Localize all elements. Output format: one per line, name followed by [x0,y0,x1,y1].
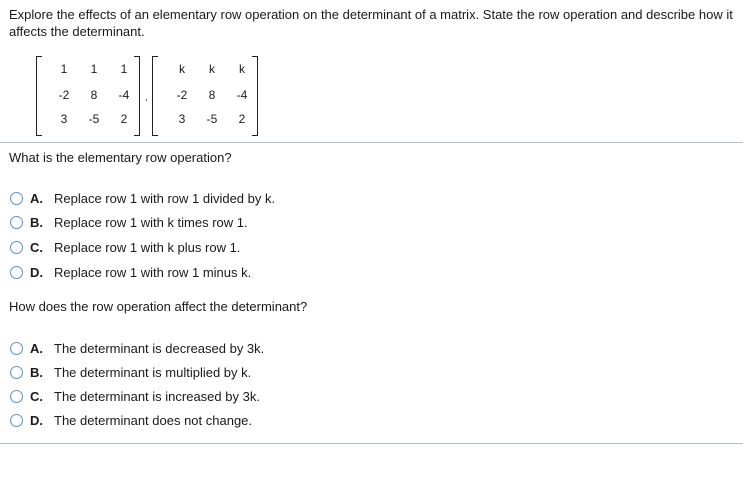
matrix-cell: -5 [206,112,218,126]
option-letter: A. [30,340,43,356]
option-text: The determinant does not change. [54,412,253,428]
matrix-cell: k [239,62,245,76]
option-letter: B. [30,364,43,380]
matrix-separator: , [145,92,148,102]
q2-option-d[interactable] [10,411,252,429]
matrix-cell: 3 [60,112,68,126]
option-text: Replace row 1 with row 1 divided by k. [54,190,276,206]
option-text: Replace row 1 with k plus row 1. [54,239,241,255]
option-text: The determinant is increased by 3k. [54,388,260,404]
matrix-cell: 1 [120,62,128,76]
matrix-cell: -2 [58,88,70,102]
q2-option-b[interactable] [10,363,251,381]
option-letter: D. [30,264,43,280]
option-letter: C. [30,239,43,255]
matrix-left-bracket [36,56,42,136]
option-letter: D. [30,412,43,428]
matrix-left-bracket [152,56,158,136]
bottom-divider [0,443,743,444]
matrix-cell: 8 [208,88,216,102]
radio-button-icon[interactable] [10,414,23,427]
matrix-cell: 2 [238,112,246,126]
option-letter: A. [30,190,43,206]
matrix-cell: -2 [176,88,188,102]
radio-button-icon[interactable] [10,192,23,205]
option-letter: B. [30,214,43,230]
matrix-cell: k [179,62,185,76]
radio-button-icon[interactable] [10,366,23,379]
matrix-cell: -5 [88,112,100,126]
matrix-cell: 1 [60,62,68,76]
radio-button-icon[interactable] [10,241,23,254]
radio-button-icon[interactable] [10,390,23,403]
matrix-cell: 8 [90,88,98,102]
question-row-operation: What is the elementary row operation? [9,150,232,165]
option-text: The determinant is decreased by 3k. [54,340,265,356]
option-text: Replace row 1 with k times row 1. [54,214,248,230]
matrix-left [36,56,140,136]
section-divider [0,142,743,143]
matrix-cell: -4 [118,88,130,102]
radio-button-icon[interactable] [10,266,23,279]
option-text: Replace row 1 with row 1 minus k. [54,264,252,280]
matrix-cell: 2 [120,112,128,126]
q1-option-c[interactable] [10,238,240,256]
matrix-right [152,56,258,136]
matrix-cell: k [209,62,215,76]
q1-option-b[interactable] [10,213,248,231]
question-determinant-effect: How does the row operation affect the determinant? [9,299,308,314]
matrix-cell: 3 [178,112,186,126]
radio-button-icon[interactable] [10,342,23,355]
matrix-cell: 1 [90,62,98,76]
radio-button-icon[interactable] [10,216,23,229]
q2-option-c[interactable] [10,387,260,405]
problem-prompt: Explore the effects of an elementary row operation on the determinant of a matrix. State the row operation and describe how it affects the determinant. [9,7,733,39]
matrix-cell: -4 [236,88,248,102]
option-text: The determinant is multiplied by k. [54,364,252,380]
q2-option-a[interactable] [10,339,264,357]
q1-option-d[interactable] [10,263,251,281]
q1-option-a[interactable] [10,189,275,207]
option-letter: C. [30,388,43,404]
